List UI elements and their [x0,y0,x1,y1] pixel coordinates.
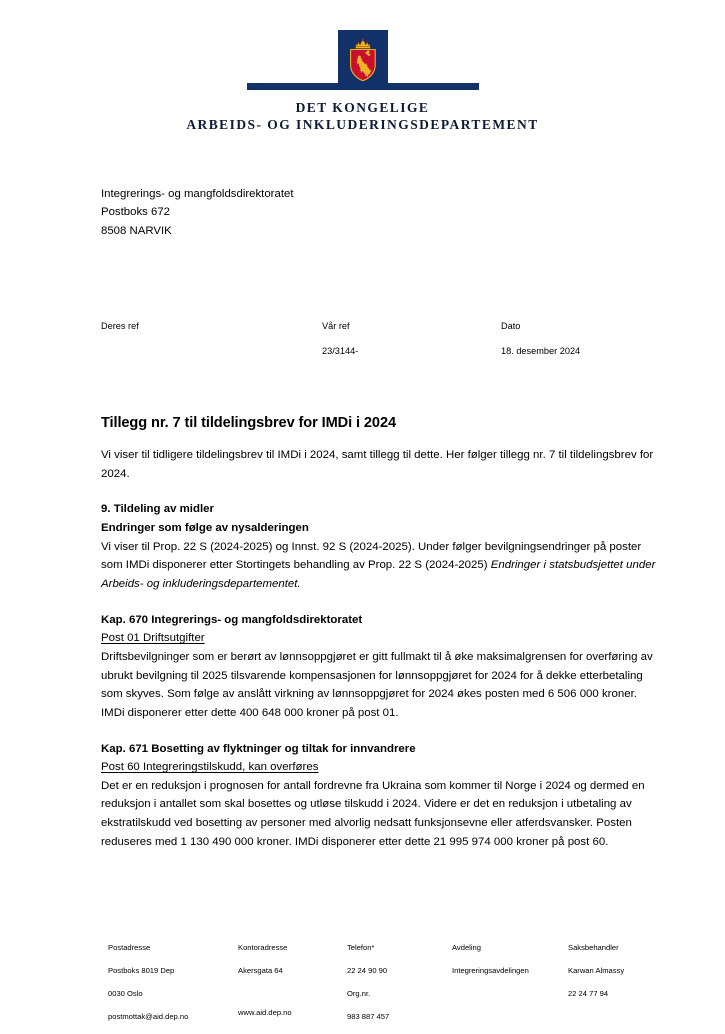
document-body [101,414,657,851]
var-ref-value: 23/3144- [322,346,359,357]
page-title: Tillegg nr. 7 til tildelingsbrev for IMDi i 2024 [101,415,396,431]
kap-671-body: Det er en reduksjon i prognosen for antall fordrevne fra Ukraina som kommer til Norge i 2024 og dermed en reduksjon i antallet som skal bosettes og utløse tilskudd i 2024. Videre er det en reduksjon i utbetaling av ekstratilskudd ved bosetting av personer med alvorlig nedsatt funksjonsevne eller atferdsvansker. Posten reduseres med 1 130 490 000 kroner. IMDi disponerer etter dette 21 995 974 000 kroner på post 60. [101,779,645,848]
deres-ref-label: Deres ref [101,321,139,331]
kap-670-heading: Kap. 670 Integrerings- og mangfoldsdirektoratet [101,613,363,626]
var-ref-column [322,318,358,359]
footer-kontoradresse-label: Kontoradresse [238,942,288,952]
letterhead-line2: ARBEIDS- OG INKLUDERINGSDEPARTEMENT [186,117,539,133]
footer-spacer [238,988,343,996]
footer-website[interactable]: www.aid.dep.no [238,1007,292,1017]
dato-value: 18. desember 2024 [501,346,581,357]
deres-ref-column [101,318,139,343]
footer-orgnr-value: 983 887 457 [347,1011,390,1021]
norwegian-coat-of-arms-icon [338,30,388,90]
kap-671-heading: Kap. 671 Bosetting av flyktninger og tiltak for innvandrere [101,742,416,755]
kap-670-post-heading: Post 01 Driftsutgifter [101,632,205,645]
footer-postadresse-label: Postadresse [108,942,151,952]
footer-postadresse-line2: 0030 Oslo [108,988,143,998]
footer-kontoradresse-line1: Akersgata 64 [238,965,283,975]
section-9-body-text: Vi viser til Prop. 22 S (2024-2025) og Innst. 92 S (2024-2025). Under følger bevilgningsendringer på poster som IMDi disponerer etter Stortingets behandling av Prop. 22 S (2024-2025) [101,540,642,572]
footer-saksbehandler-label: Saksbehandler [568,942,619,952]
footer-telefon-column [347,930,447,1034]
footer-saksbehandler-column [568,930,663,1011]
footer-telefon-number: 22 24 90 90 [347,965,388,975]
dato-label: Dato [501,321,521,331]
footer-postadresse-line1: Postboks 8019 Dep [108,965,175,975]
footer-avdeling-value: Integreringsavdelingen [452,965,529,975]
footer-email[interactable]: postmottak@aid.dep.no [108,1011,189,1021]
footer-kontoradresse-column [238,930,343,1030]
recipient-line1: Integrerings- og mangfoldsdirektoratet [101,188,294,200]
footer-saksbehandler-phone: 22 24 77 94 [568,988,609,998]
section-9-heading: 9. Tildeling av midler [101,503,214,516]
footer-orgnr-label: Org.nr. [347,988,371,998]
footer-telefon-label: Telefon* [347,942,375,952]
kap-670-body: Driftsbevilgninger som er berørt av lønnsoppgjøret er gitt fullmakt til å øke maksimalgrensen for overføring av ubrukt bevilgning til 2025 tilsvarende kompensasjonen for lønnsoppgjøret for 2024 for å dekke etterbetaling som skyves. Som følge av anslått virkning av lønnsoppgjøret for 2024 økes posten med 6 506 000 kroner. IMDi disponerer etter dette 400 648 000 kroner på post 01. [101,650,653,719]
intro-paragraph: Vi viser til tidligere tildelingsbrev til IMDi i 2024, samt tillegg til dette. Her følger tillegg nr. 7 til tildelingsbrev for 2024. [101,448,654,480]
footer-postadresse-column [108,930,238,1034]
emblem-container [0,26,725,90]
section-9-body-italic: Endringer i statsbudsjettet under Arbeids- og inkluderingsdepartementet. [101,559,656,590]
dato-column [501,318,580,359]
footer-avdeling-label: Avdeling [452,942,481,952]
footer-saksbehandler-name: Karwan Almassy [568,965,625,975]
recipient-line3: 8508 NARVIK [101,224,172,237]
letterhead-line1: DET KONGELIGE [295,100,430,115]
section-9-body [101,538,657,594]
var-ref-label: Vår ref [322,321,350,331]
recipient-address [101,185,293,240]
letterhead-titles [186,99,538,134]
letterhead [0,0,725,134]
kap-671-post-heading: Post 60 Integreringstilskudd, kan overføres [101,761,319,774]
section-9-subheading: Endringer som følge av nysalderingen [101,521,309,534]
recipient-line2: Postboks 672 [101,206,171,219]
footer-avdeling-column [452,930,572,988]
